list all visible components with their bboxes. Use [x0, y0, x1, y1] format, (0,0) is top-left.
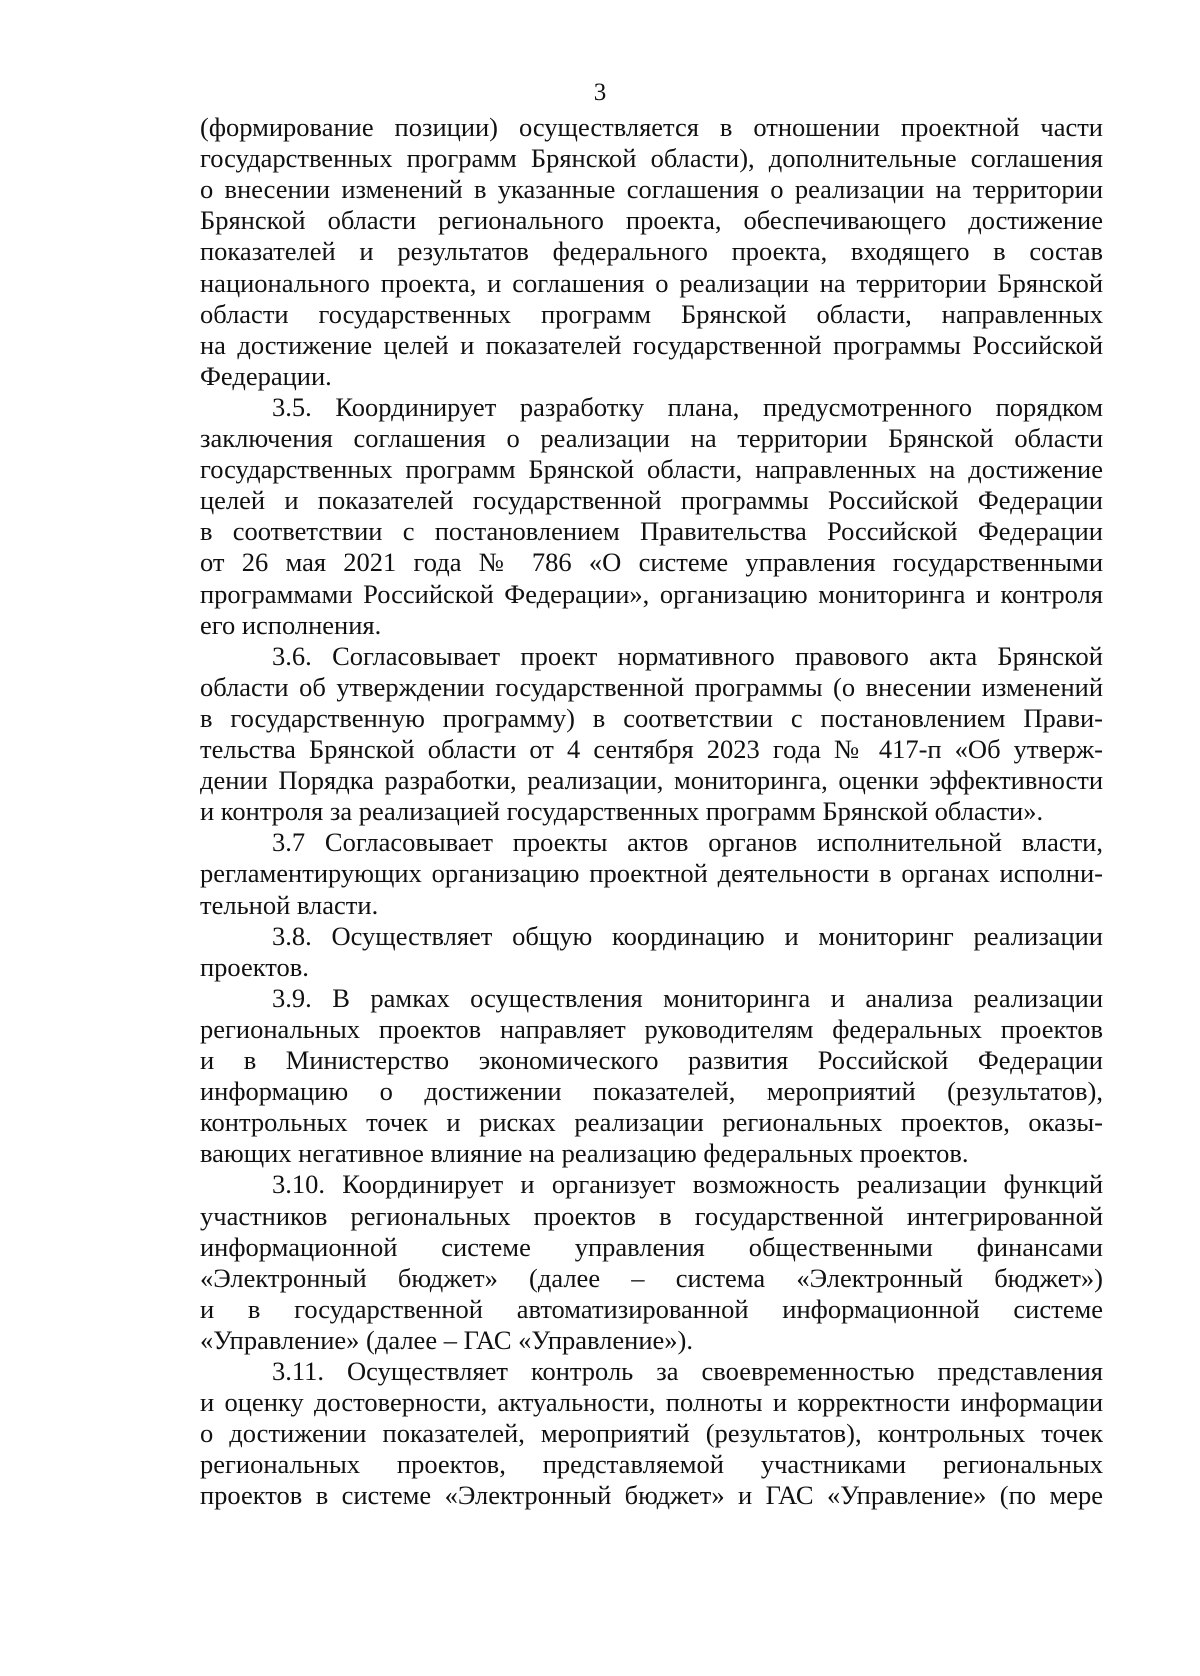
text-line: тельства Брянской области от 4 сентября 2023 года № 417-п «Об утверж-: [200, 734, 1103, 764]
text-line: от 26 мая 2021 года № 786 «О системе управления государственными: [200, 547, 1103, 578]
text-line: «Электронный бюджет» (далее – система «Электронный бюджет»): [200, 1262, 1103, 1293]
text-line: о внесении изменений в указанные соглашения о реализации на территории: [200, 174, 1103, 205]
text-line: в государственную программу) в соответствии с постановлением Прави-: [200, 702, 1103, 733]
text-line: целей и показателей государственной программы Российской Федерации: [200, 485, 1103, 516]
text-line: 3.7 Согласовывает проекты актов органов исполнительной власти,: [272, 827, 1103, 858]
text-line: и в Министерство экономического развития Российской Федерации: [200, 1045, 1103, 1075]
text-line: государственных программ Брянской области, направленных на достижение: [200, 454, 1103, 485]
text-line: дении Порядка разработки, реализации, мониторинга, оценки эффективности: [200, 765, 1103, 796]
text-line: «Управление» (далее – ГАС «Управление»).: [200, 1324, 693, 1355]
page-number: 3: [593, 79, 607, 106]
text-line: 3.11. Осуществляет контроль за своевременностью представления: [272, 1356, 1103, 1386]
text-line: проектов в системе «Электронный бюджет» и ГАС «Управление» (по мере: [200, 1480, 1103, 1511]
text-line: о достижении показателей, мероприятий (результатов), контрольных точек: [200, 1418, 1103, 1449]
text-line: участников региональных проектов в государственной интегрированной: [200, 1200, 1103, 1231]
text-line: региональных проектов направляет руководителям федеральных проектов: [200, 1013, 1103, 1044]
text-line: тельной власти.: [200, 889, 379, 920]
text-line: и в государственной автоматизированной информационной системе: [200, 1293, 1103, 1324]
text-line: проектов.: [200, 951, 309, 982]
text-line: контрольных точек и рисках реализации региональных проектов, оказы-: [200, 1107, 1103, 1138]
text-line: 3.8. Осуществляет общую координацию и мониторинг реализации: [272, 920, 1103, 951]
text-line: в соответствии с постановлением Правительства Российской Федерации: [200, 516, 1103, 547]
text-line: информацию о достижении показателей, мероприятий (результатов),: [200, 1076, 1103, 1107]
text-line: области об утверждении государственной программы (о внесении изменений: [200, 671, 1103, 702]
text-line: и оценку достоверности, актуальности, полноты и корректности информации: [200, 1387, 1103, 1418]
text-line: государственных программ Брянской области), дополнительные соглашения: [200, 143, 1103, 174]
text-line: информационной системе управления общественными финансами: [200, 1231, 1103, 1262]
text-line: национального проекта, и соглашения о реализации на территории Брянской: [200, 267, 1103, 298]
text-line: (формирование позиции) осуществляется в отношении проектной части: [200, 112, 1103, 142]
text-line: показателей и результатов федерального проекта, входящего в состав: [200, 236, 1103, 267]
text-line: Брянской области регионального проекта, обеспечивающего достижение: [200, 205, 1103, 236]
text-line: программами Российской Федерации», организацию мониторинга и контроля: [200, 578, 1103, 609]
text-line: 3.10. Координирует и организует возможность реализации функций: [272, 1169, 1103, 1200]
text-line: региональных проектов, представляемой участниками региональных: [200, 1449, 1103, 1480]
text-line: заключения соглашения о реализации на территории Брянской области: [200, 423, 1103, 453]
text-line: 3.6. Согласовывает проект нормативного правового акта Брянской: [272, 640, 1103, 671]
text-line: вающих негативное влияние на реализацию федеральных проектов.: [200, 1138, 969, 1169]
text-line: его исполнения.: [200, 609, 382, 640]
text-line: области государственных программ Брянской области, направленных: [200, 298, 1103, 329]
text-line: на достижение целей и показателей государственной программы Российской: [200, 329, 1103, 360]
text-line: и контроля за реализацией государственных программ Брянской области».: [200, 796, 1044, 827]
text-line: регламентирующих организацию проектной деятельности в органах исполни-: [200, 858, 1103, 889]
text-line: Федерации.: [200, 360, 332, 391]
text-line: 3.5. Координирует разработку плана, предусмотренного порядком: [272, 391, 1103, 422]
text-line: 3.9. В рамках осуществления мониторинга и анализа реализации: [272, 982, 1103, 1013]
